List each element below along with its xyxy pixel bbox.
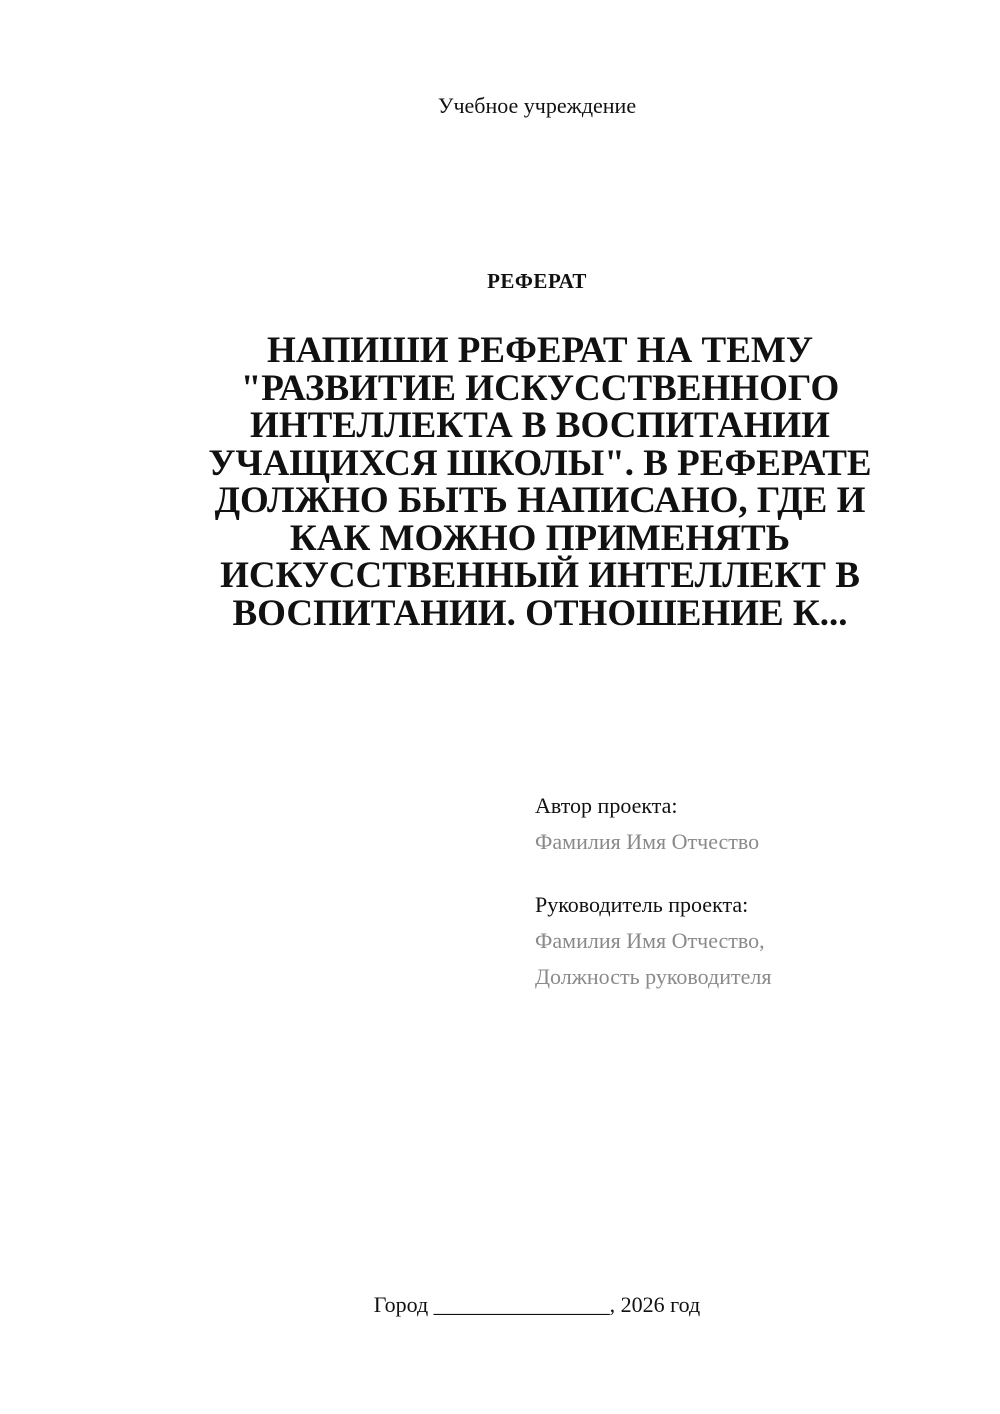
topic-line: "РАЗВИТИЕ ИСКУССТВЕННОГО <box>240 367 840 409</box>
topic-line: ДОЛЖНО БЫТЬ НАПИСАНО, ГДЕ И <box>214 480 866 521</box>
document-topic <box>180 332 900 632</box>
author-label: Автор проекта: <box>535 793 678 818</box>
topic-line: КАК МОЖНО ПРИМЕНЯТЬ <box>289 517 791 559</box>
city-year-line: Город ________________, 2026 год <box>373 1292 701 1317</box>
supervisor-name: Фамилия Имя Отчество, <box>535 928 765 953</box>
document-type: РЕФЕРАТ <box>487 269 587 293</box>
topic-line: ИСКУССТВЕННЫЙ ИНТЕЛЛЕКТ В <box>220 555 860 596</box>
credits-spacer <box>535 860 975 887</box>
credits-block <box>535 788 975 995</box>
topic-line: НАПИШИ РЕФЕРАТ НА ТЕМУ <box>267 330 813 371</box>
supervisor-position: Должность руководителя <box>535 964 772 989</box>
topic-line: ИНТЕЛЛЕКТА В ВОСПИТАНИИ <box>250 405 830 446</box>
author-name: Фамилия Имя Отчество <box>535 829 760 854</box>
institution-name: Учебное учреждение <box>437 93 637 118</box>
topic-line: УЧАЩИХСЯ ШКОЛЫ". В РЕФЕРАТЕ <box>208 442 872 484</box>
supervisor-label: Руководитель проекта: <box>535 892 749 917</box>
topic-line: ВОСПИТАНИИ. ОТНОШЕНИЕ К... <box>232 592 848 634</box>
